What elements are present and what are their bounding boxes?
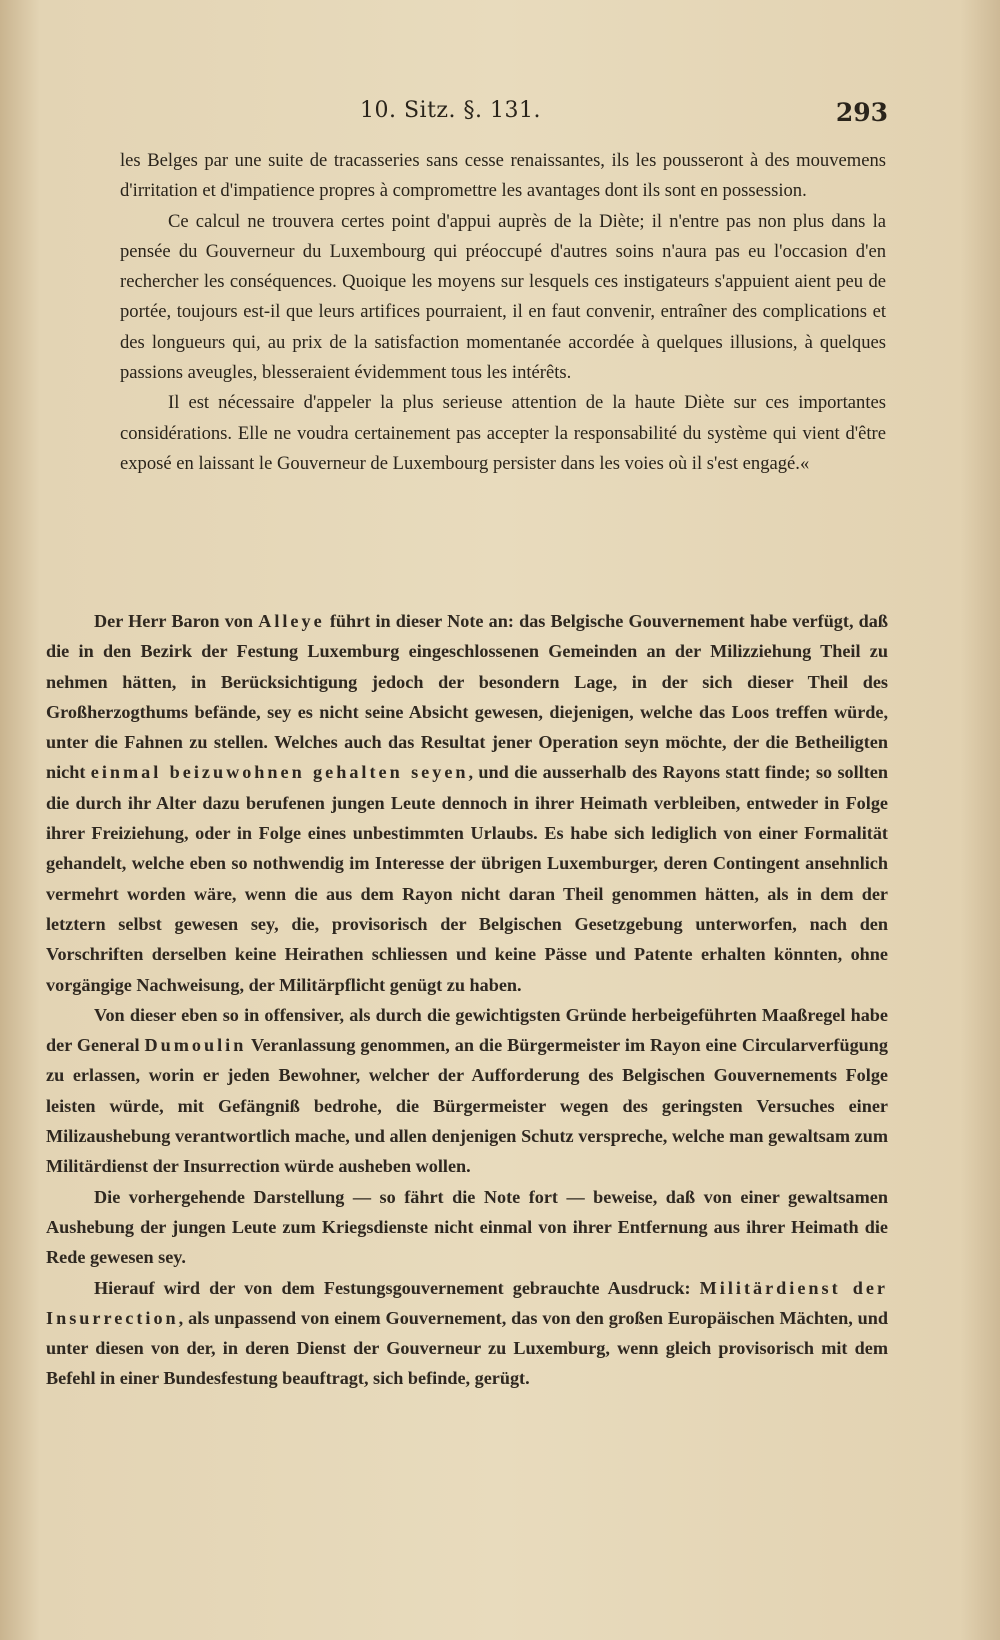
french-paragraph-3: Il est nécessaire d'appeler la plus serieuse attention de la haute Diète sur ces importantes considérations. Elle ne voudra certainement pas accepter la responsabilité du système qui vient d'être exposé en laissant le Gouverneur de Luxembourg persister dans les voies où il s'est engagé.« xyxy=(120,392,886,474)
german-paragraph-2 xyxy=(46,1000,888,1182)
german-text xyxy=(46,606,888,1394)
german-paragraph-1 xyxy=(46,606,888,1000)
german-paragraph-2-part-b: Veranlassung genommen, an die Bürgermeister im Rayon eine Circularverfügung zu erlassen, worin er jeden Bewohner, welcher der Aufforderung des Belgischen Gouvernements Folge leisten würde, mit Gefängniß bedrohe, die Bürgermeister wegen des geringsten Versuches einer Milizaushebung verantwortlich mache, und allen denjenigen Schutz verspreche, welche man gewaltsam zum Militärdienst der Insurrection würde ausheben wollen. xyxy=(46,1035,888,1177)
german-paragraph-4-part-b: , als unpassend von einem Gouvernement, das von den großen Europäischen Mächten, und unter diesen von der, in deren Dienst der Gouverneur zu Luxemburg, wenn gleich provisorisch mit dem Befehl in einer Bundesfestung beauftragt, sich befinde, gerügt. xyxy=(46,1307,888,1389)
german-paragraph-1-part-a: Der Herr Baron von xyxy=(94,611,259,631)
german-paragraph-4 xyxy=(46,1273,888,1394)
german-paragraph-3: Die vorhergehende Darstellung — so fährt die Note fort — beweise, daß von einer gewaltsamen Aushebung der jungen Leute zum Kriegsdienste nicht einmal von ihrer Entfernung aus ihrer Heimath die Rede gewesen sey. xyxy=(46,1186,888,1268)
emphasized-term: Militärdienst der Insurrection xyxy=(46,1277,888,1328)
page-header xyxy=(0,98,1000,134)
person-name-alleye: Alleye xyxy=(258,611,325,631)
german-paragraph-1-part-b: führt in dieser Note an: das Belgische Gouvernement habe verfügt, daß die in den Bezirk der Festung Luxemburg eingeschlossenen Gemeinden an der Milizziehung Theil zu nehmen hätten, in Berücksichtigung jedoch der besondern Lage, in der sich dieser Theil des Großherzogthums befände, sey es nicht seine Absicht gewesen, diejenigen, welche das Loos treffen würde, unter die Fahnen zu stellen. Welches auch das Resultat jener Operation seyn möchte, der die Betheiligten nicht xyxy=(46,611,889,783)
german-paragraph-1-part-c: , und die ausserhalb des Rayons statt finde; so sollten die durch ihr Alter dazu berufenen jungen Leute dennoch in ihrer Heimath verbleiben, entweder in Folge ihrer Freiziehung, oder in Folge eines unbestimmten Urlaubs. Es habe sich lediglich von einer Formalität gehandelt, welche eben so nothwendig im Interesse der übrigen Luxemburger, deren Contingent ansehnlich vermehrt worden wäre, wenn die aus dem Rayon nicht daran Theil genommen hätten, als in dem der letztern selbst gewesen sey, die, provisorisch der Belgischen Gesetzgebung unterworfen, nach den Vorschriften derselben keine Heirathen schliessen und keine Pässe und Patente erhalten könnten, ohne vorgängige Nachweisung, der Militärpflicht genügt zu haben. xyxy=(46,762,888,995)
german-paragraph-4-part-a: Hierauf wird der von dem Festungsgouvernement gebrauchte Ausdruck: xyxy=(94,1277,700,1298)
german-paragraph-2-part-a: Von dieser eben so in offensiver, als durch die gewichtigsten Gründe herbeigeführten Maaßregel habe der General xyxy=(46,1004,888,1056)
running-head: 10. Sitz. §. 131. xyxy=(360,98,541,123)
page-number: 293 xyxy=(835,98,888,127)
person-name-dumoulin: Dumoulin xyxy=(144,1035,247,1056)
french-paragraph-1: les Belges par une suite de tracasseries sans cesse renaissantes, ils les pousseront à des mouvemens d'irritation et d'impatience propres à compromettre les avantages dont ils sont en possession. xyxy=(120,150,886,202)
emphasized-phrase: einmal beizuwohnen gehalten seyen xyxy=(90,762,469,783)
french-quotation xyxy=(120,146,886,479)
french-paragraph-2: Ce calcul ne trouvera certes point d'appui auprès de la Diète; il n'entre pas non plus dans la pensée du Gouverneur du Luxembourg qui préoccupé d'autres soins n'aura pas eu l'occasion d'en rechercher les conséquences. Quoique les moyens sur lesquels ces instigateurs s'appuient aient peu de portée, toujours est-il que leurs artifices pourraient, il en faut convenir, entraîner des complications et des longueurs qui, au prix de la satisfaction momentanée accordée à quelques illusions, à quelques passions aveugles, blesseraient évidemment tous les intérêts. xyxy=(120,210,886,384)
